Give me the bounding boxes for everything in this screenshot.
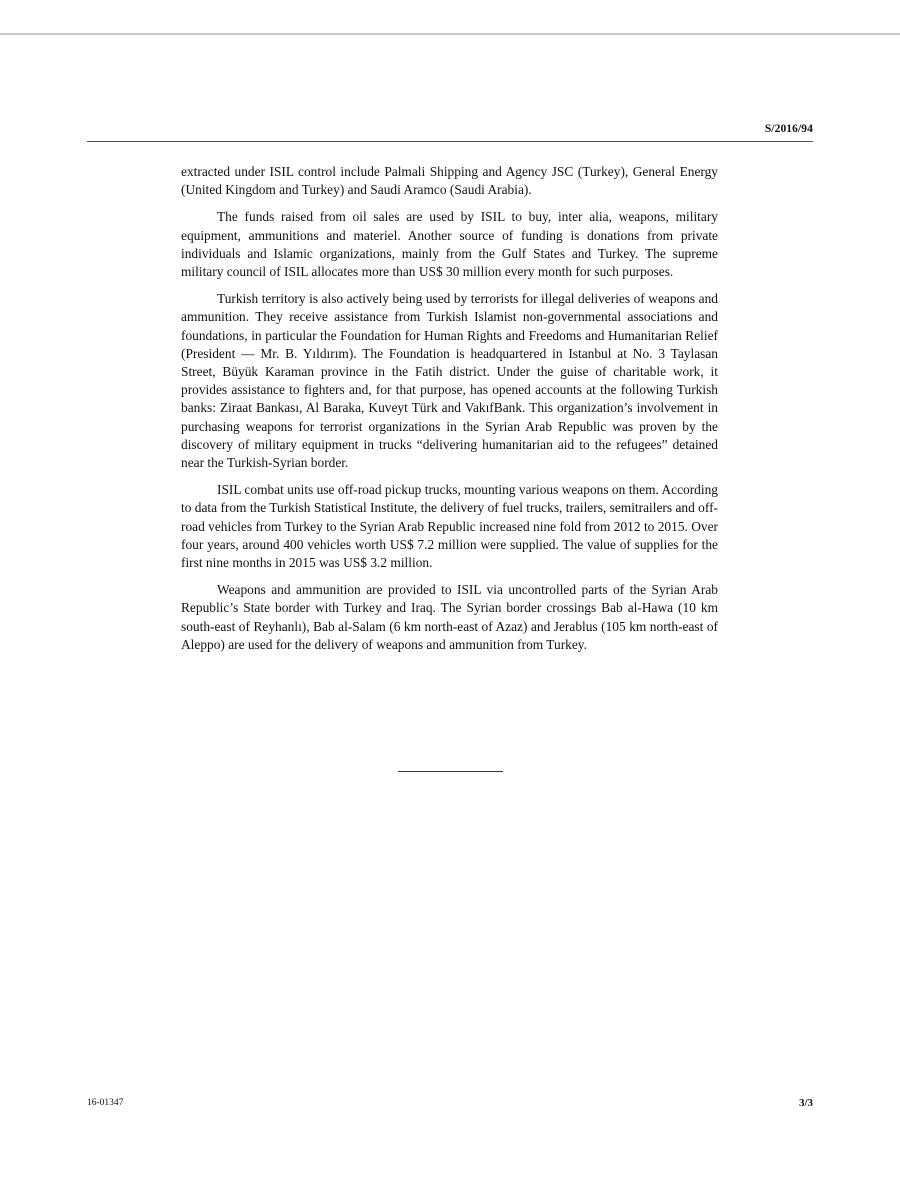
paragraph-funding: The funds raised from oil sales are used by ISIL to buy, inter alia, weapons, military equipment, ammunitions and materiel. Another source of funding is donations from private individuals and Islamic organizations, mainly from the Gulf States and Turkey. The supreme military council of ISIL allocates more than US$ 30 million every month for such purposes.	[181, 209, 718, 280]
paragraph-combat-units: ISIL combat units use off-road pickup trucks, mounting various weapons on them. According to data from the Turkish Statistical Institute, the delivery of fuel trucks, trailers, semitrailers and off-road vehicles from Turkey to the Syrian Arab Republic increased nine fold from 2012 to 2015. Over four years, around 400 vehicles worth US$ 7.2 million were supplied. The value of supplies for the first nine months in 2015 was US$ 3.2 million.	[181, 482, 718, 571]
end-of-document-rule	[398, 771, 503, 772]
document-symbol: S/2016/94	[764, 123, 813, 135]
job-number: 16-01347	[87, 1098, 124, 1108]
header-divider	[87, 141, 813, 142]
page-top-divider	[0, 33, 900, 35]
paragraph-turkish-territory: Turkish territory is also actively being used by terrorists for illegal deliveries of weapons and ammunition. They receive assistance from Turkish Islamist non-governmental associations and foundations, in particular the Foundation for Human Rights and Freedoms and Humanitarian Relief (President — Mr. B. Yıldırım). The Foundation is headquartered in Istanbul at No. 3 Taylasan Street, Büyük Karaman province in the Fatih district. Under the guise of charitable work, it provides assistance to fighters and, for that purpose, has opened accounts at the following Turkish banks: Ziraat Bankası, Al Baraka, Kuveyt Türk and VakıfBank. This organization’s involvement in purchasing weapons for terrorist organizations in the Syrian Arab Republic was proven by the discovery of military equipment in trucks “delivering humanitarian aid to the refugees” detained near the Turkish-Syrian border.	[181, 291, 718, 471]
paragraph-continuation: extracted under ISIL control include Palmali Shipping and Agency JSC (Turkey), General Energy (United Kingdom and Turkey) and Saudi Aramco (Saudi Arabia).	[181, 164, 718, 198]
document-body	[181, 163, 718, 663]
page-number: 3/3	[798, 1097, 813, 1109]
paragraph-weapons-supply: Weapons and ammunition are provided to ISIL via uncontrolled parts of the Syrian Arab Republic’s State border with Turkey and Iraq. The Syrian border crossings Bab al-Hawa (10 km south-east of Reyhanlı), Bab al-Salam (6 km north-east of Azaz) and Jerablus (105 km north-east of Aleppo) are used for the delivery of weapons and ammunition from Turkey.	[181, 582, 718, 652]
